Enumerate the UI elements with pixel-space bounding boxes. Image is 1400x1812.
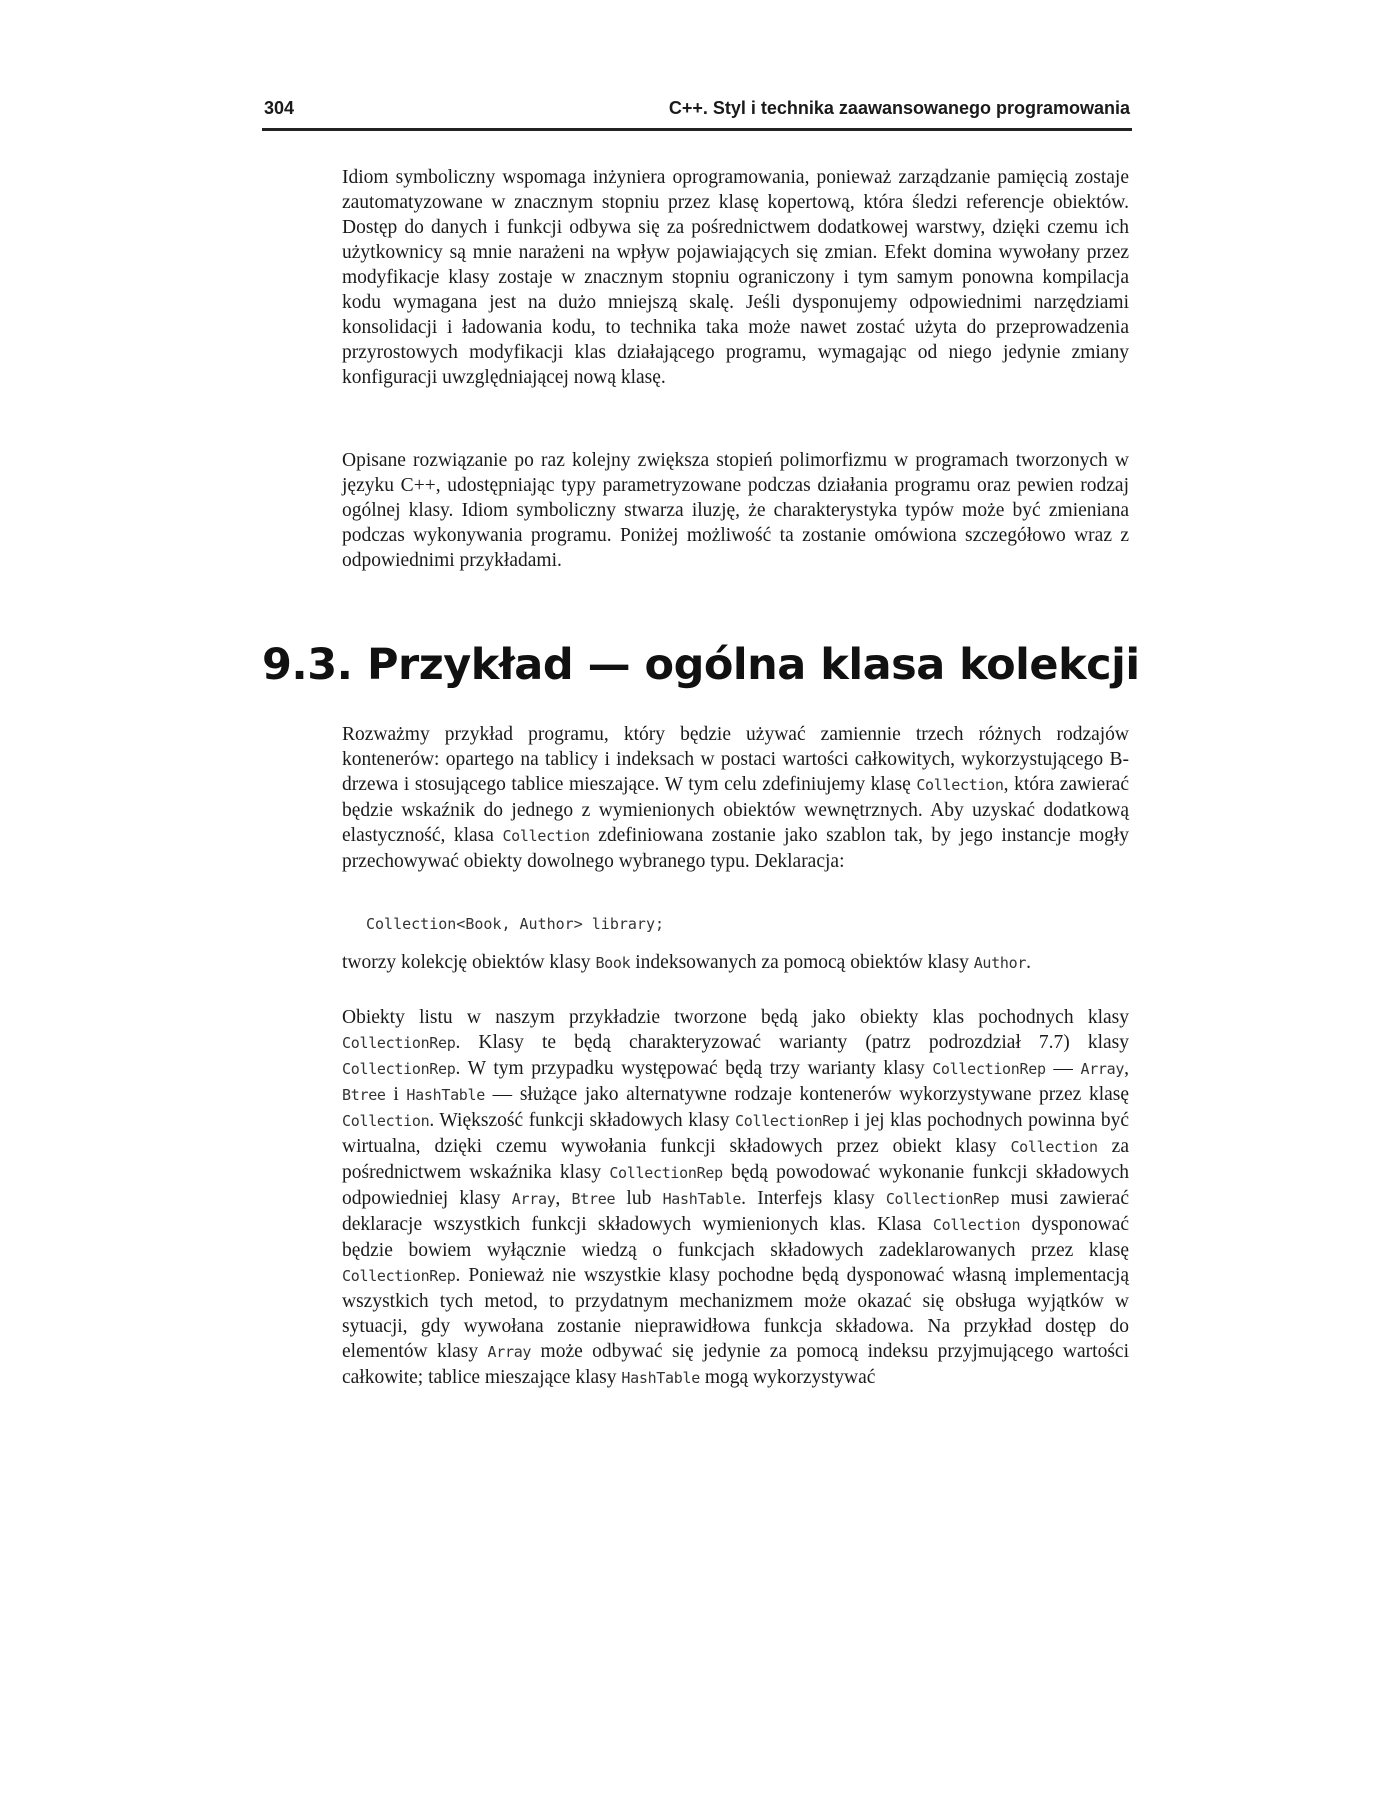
inline-code: Array xyxy=(511,1190,556,1208)
paragraph xyxy=(342,722,1129,874)
text-run: . W tym przypadku występować będą trzy warianty klasy xyxy=(455,1058,933,1079)
inline-code: CollectionRep xyxy=(885,1190,1000,1208)
text-run: indeksowanych za pomocą obiektów klasy xyxy=(630,952,974,973)
inline-code: HashTable xyxy=(662,1190,742,1208)
text-run: i xyxy=(385,1084,407,1105)
text-run: tworzy kolekcję obiektów klasy xyxy=(342,952,596,973)
running-title: C++. Styl i technika zaawansowanego programowania xyxy=(668,98,1130,118)
inline-code: Collection xyxy=(1010,1138,1098,1156)
inline-code: HashTable xyxy=(621,1369,700,1387)
text-run: . Większość funkcji składowych klasy xyxy=(429,1110,735,1131)
text-run: mogą wykorzystywać xyxy=(699,1367,876,1388)
text-run: i jej klas pochodnych powinna być wirtualna, dzięki czemu wywołania funkcji składowych przez obiekt klasy xyxy=(342,1110,1129,1157)
inline-code: Btree xyxy=(342,1086,386,1104)
inline-code: Collection xyxy=(932,1216,1021,1234)
inline-code: CollectionRep xyxy=(735,1112,849,1130)
code-line: Collection<Book, Author> library; xyxy=(366,915,665,933)
paragraph xyxy=(342,1005,1129,1391)
text-run: , która zawierać będzie wskaźnik do jednego z wymienionych obiektów wewnętrznych. Aby uzyskać dodatkową elastyczność, klasa xyxy=(342,774,1129,846)
text-run: dysponować będzie bowiem wyłącznie wiedzą o funkcjach składowych zadeklarowanych przez klasę xyxy=(342,1214,1129,1261)
inline-code: Array xyxy=(487,1343,532,1361)
inline-code: Book xyxy=(595,954,631,972)
inline-code: Collection xyxy=(502,827,590,845)
text-run: . Ponieważ nie wszystkie klasy pochodne będą dysponować własną implementacją wszystkich tych metod, to przydatnym mechanizmem może okazać się obsługa wyjątków w sytuacji, gdy wywołana zostanie nieprawidłowa funkcja składowa. Na przykład dostęp do elementów klasy xyxy=(342,1265,1129,1362)
page-header xyxy=(262,98,1132,131)
paragraph: Idiom symboliczny wspomaga inżyniera oprogramowania, ponieważ zarządzanie pamięcią zostaje zautomatyzowane w znacznym stopniu przez klasę kopertową, która śledzi referencje obiektów. Dostęp do danych i funkcji odbywa się za pośrednictwem dodatkowej warstwy, dzięki czemu ich użytkownicy są mnie narażeni na wpływ pojawiających się zmian. Efekt domina wywołany przez modyfikacje klasy zostaje w znacznym stopniu ograniczony i tym samym ponowna kompilacja kodu wymagana jest na dużo mniejszą skalę. Jeśli dysponujemy odpowiednimi narzędziami konsolidacji i ładowania kodu, to technika taka może nawet zostać użyta do przeprowadzenia przyrostowych modyfikacji klas działającego programu, wymagając od niego jedynie zmiany konfiguracji uwzględniającej nową klasę. xyxy=(342,167,1129,388)
text-run: zdefiniowana zostanie jako szablon tak, by jego instancje mogły przechowywać obiekty dowolnego wybranego typu. Deklaracja: xyxy=(342,825,1129,872)
inline-code: Collection xyxy=(916,776,1004,794)
inline-code: CollectionRep xyxy=(609,1164,723,1182)
inline-code: HashTable xyxy=(406,1086,485,1104)
inline-code: CollectionRep xyxy=(342,1060,456,1078)
text-run: — służące jako alternatywne rodzaje kontenerów wykorzystywane przez klasę xyxy=(485,1084,1130,1105)
inline-code: Collection xyxy=(342,1112,430,1130)
inline-code: CollectionRep xyxy=(932,1060,1046,1078)
inline-code: Author xyxy=(973,954,1027,972)
inline-code: CollectionRep xyxy=(342,1267,456,1285)
text-run: może odbywać się jedynie za pomocą indeksu przyjmującego wartości całkowite; tablice mieszające klasy xyxy=(342,1341,1129,1388)
text-run: Obiekty listu w naszym przykładzie tworzone będą jako obiekty klas pochodnych klasy xyxy=(342,1007,1129,1028)
text-run: . Klasy te będą charakteryzować warianty (patrz podrozdział 7.7) klasy xyxy=(455,1032,1129,1053)
page-number: 304 xyxy=(264,98,295,118)
text-run: musi zawierać deklaracje wszystkich funkcji składowych wymienionych klas. Klasa xyxy=(342,1188,1129,1235)
text-run: za pośrednictwem wskaźnika klasy xyxy=(342,1136,1129,1183)
inline-code: Btree xyxy=(571,1190,616,1208)
text-run: będą powodować wykonanie funkcji składowych odpowiedniej klasy xyxy=(342,1162,1129,1209)
text-run: . xyxy=(1026,952,1031,973)
text-run: , xyxy=(555,1188,572,1209)
text-run: lub xyxy=(615,1188,663,1209)
section-heading: 9.3. Przykład — ogólna klasa kolekcji xyxy=(262,640,1140,690)
paragraph: Opisane rozwiązanie po raz kolejny zwiększa stopień polimorfizmu w programach tworzonych w języku C++, udostępniając typy parametryzowane podczas działania programu oraz pewien rodzaj ogólnej klasy. Idiom symboliczny stwarza iluzję, że charakterystyka typów może być zmieniana podczas wykonywania programu. Poniżej możliwość ta zostanie omówiona szczegółowo wraz z odpowiednimi przykładami. xyxy=(342,450,1129,571)
inline-code: Array xyxy=(1080,1060,1125,1078)
inline-code: CollectionRep xyxy=(342,1034,456,1052)
text-run: — xyxy=(1045,1058,1081,1079)
text-run: , xyxy=(1124,1058,1129,1079)
text-run: Rozważmy przykład programu, który będzie używać zamiennie trzech różnych rodzajów kontenerów: opartego na tablicy i indeksach w postaci wartości całkowitych, wykorzystującego B-drzewa i stosującego tablice mieszające. W tym celu zdefiniujemy klasę xyxy=(342,724,1129,795)
paragraph xyxy=(342,950,1129,976)
text-run: . Interfejs klasy xyxy=(741,1188,886,1209)
